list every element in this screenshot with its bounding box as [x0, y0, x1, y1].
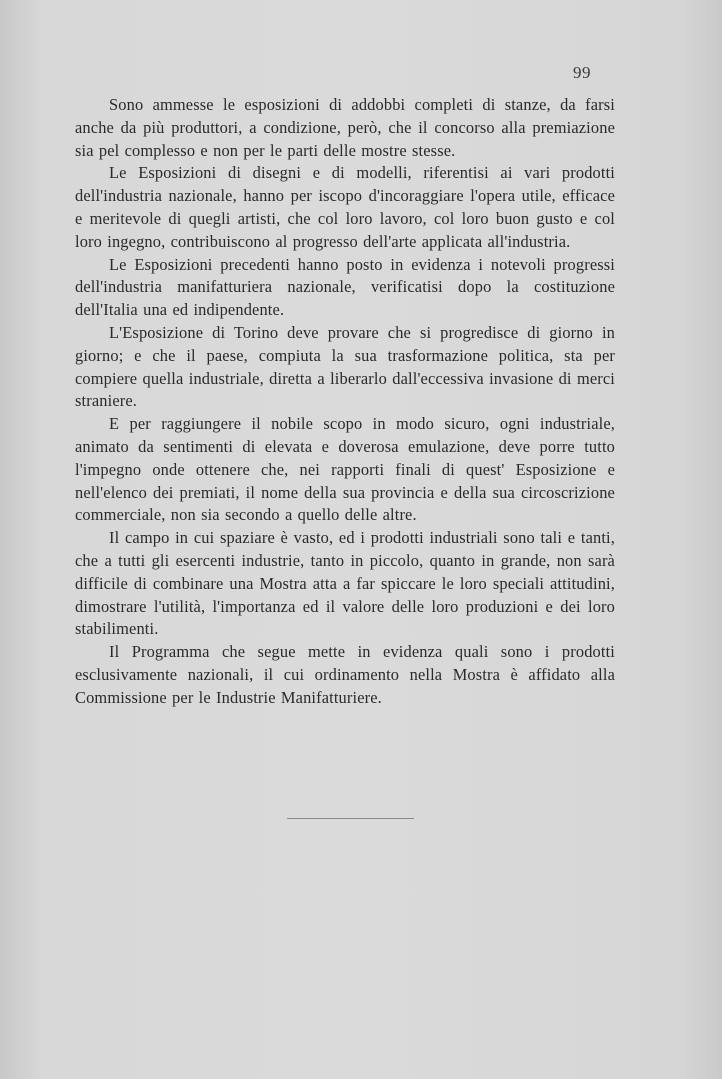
paragraph: L'Esposizione di Torino deve provare che si progredisce di giorno in giorno; e che il paese, compiuta la sua trasformazione politica, sta per compiere quella industriale, diretta a liberarlo dall'eccessiva invasione di merci straniere.: [75, 322, 615, 411]
paragraph: E per raggiungere il nobile scopo in modo sicuro, ogni industriale, animato da sentimenti di elevata e doverosa emulazione, deve porre tutto l'impegno onde ottenere che, nei rapporti finali di quest' Esposizione e nell'elenco dei premiati, il nome della sua provincia e della sua circoscrizione commerciale, non sia secondo a quello delle altre.: [75, 414, 615, 525]
body-text: [75, 94, 615, 710]
paragraph: Sono ammesse le esposizioni di addobbi completi di stanze, da farsi anche da più produttori, a condizione, però, che il concorso alla premiazione sia pel complesso e non per le parti delle mostre stesse.: [75, 95, 615, 160]
paragraph: Il campo in cui spaziare è vasto, ed i prodotti industriali sono tali e tanti, che a tutti gli esercenti industrie, tanto in piccolo, quanto in grande, non sarà difficile di combinare una Mostra atta a far spiccare le loro speciali attitudini, dimostrare l'utilità, l'importanza ed il valore delle loro produzioni e dei loro stabilimenti.: [75, 528, 615, 639]
page-number: 99: [573, 63, 591, 82]
paragraph: Le Esposizioni precedenti hanno posto in evidenza i notevoli progressi dell'industria manifatturiera nazionale, verificatisi dopo la costituzione dell'Italia una ed indipendente.: [75, 254, 615, 320]
paragraph: Le Esposizioni di disegni e di modelli, riferentisi ai vari prodotti dell'industria nazionale, hanno per iscopo d'incoraggiare l'opera utile, efficace e meritevole di quegli artisti, che col loro lavoro, col loro buon gusto e col loro ingegno, contribuiscono al progresso dell'arte applicata all'industria.: [75, 163, 615, 251]
section-divider: [287, 818, 414, 819]
paragraph: Il Programma che segue mette in evidenza quali sono i prodotti esclusivamente nazionali, il cui ordinamento nella Mostra è affidato alla Commissione per le Industrie Manifatturiere.: [75, 642, 615, 707]
